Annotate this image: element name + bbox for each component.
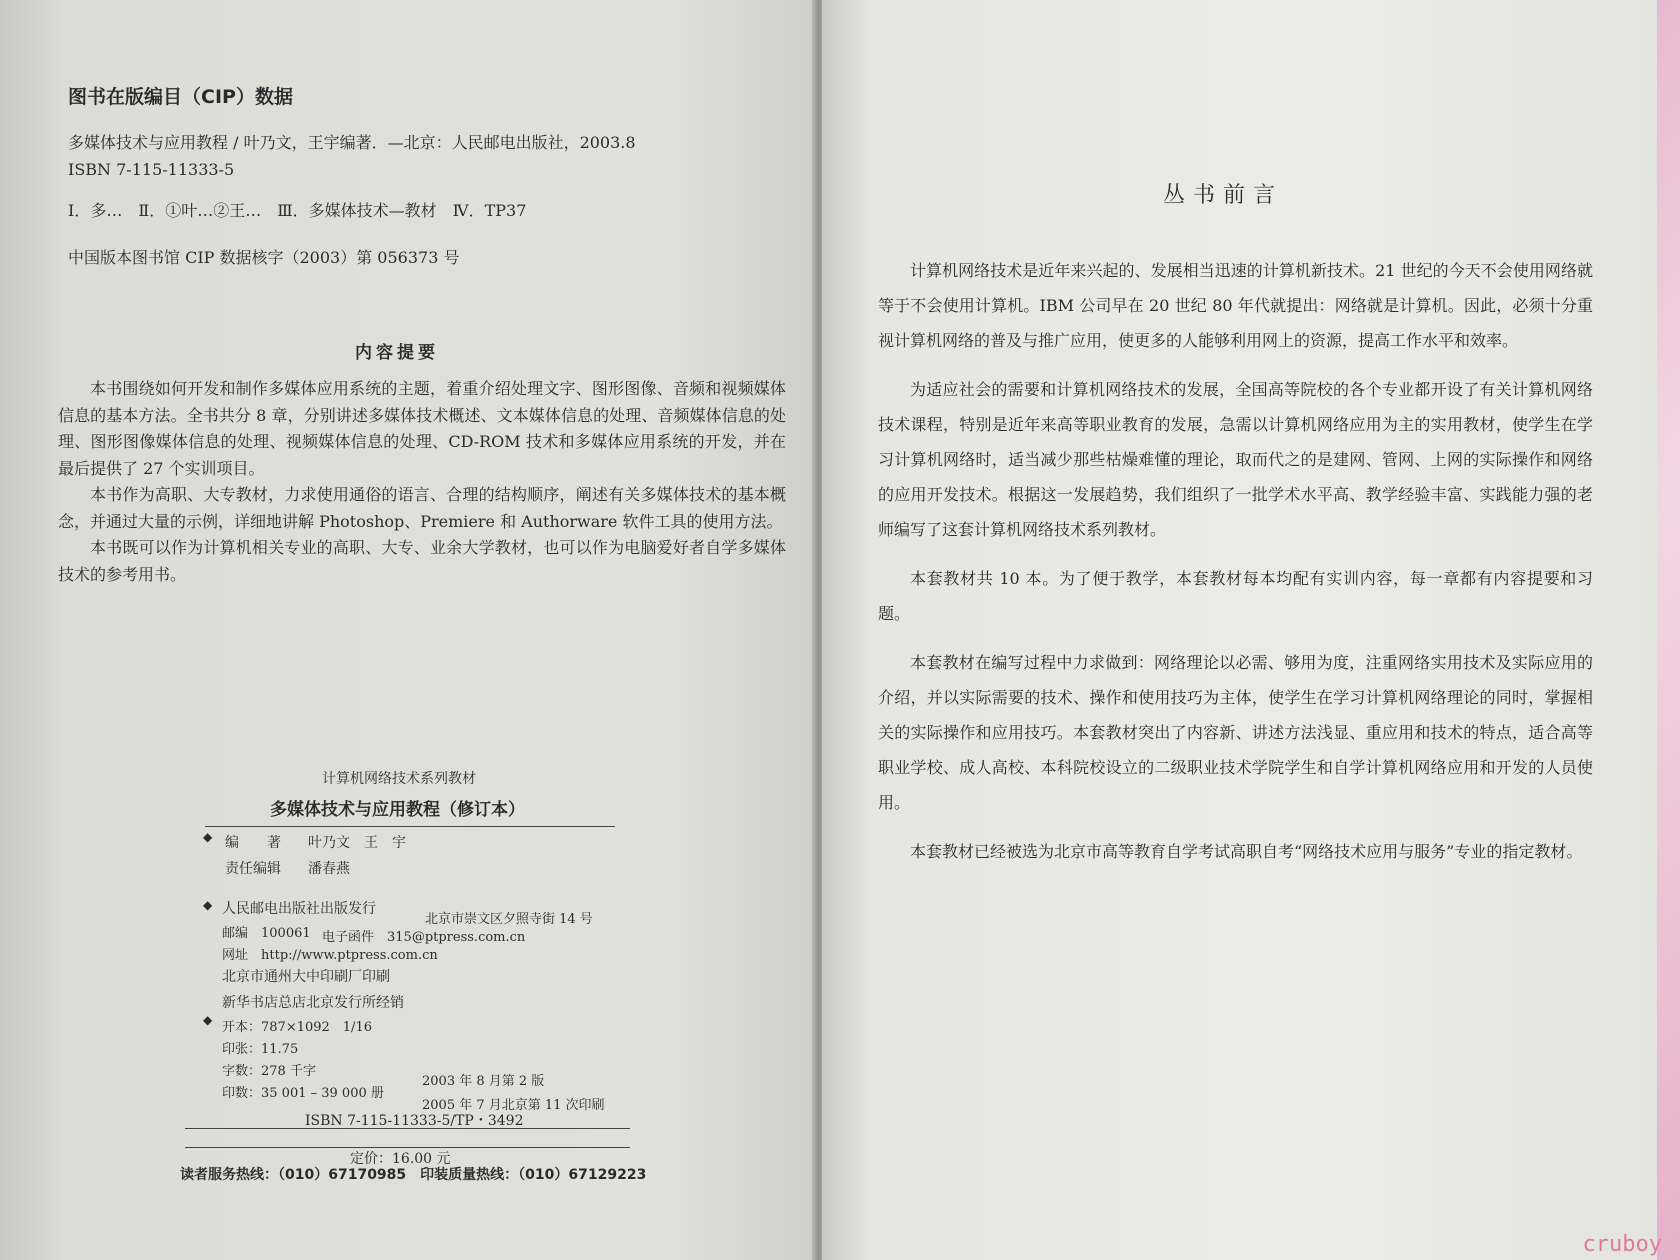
colophon-words: 字数：278 千字 (222, 1064, 316, 1079)
cip-line-4: 中国版本图书馆 CIP 数据核字（2003）第 056373 号 (68, 248, 460, 267)
left-page (0, 0, 820, 1260)
colophon-hotline: 读者服务热线：（010）67170985 印装质量热线：（010）67129223 (180, 1167, 647, 1183)
colophon-editor-label: 责任编辑 (225, 861, 281, 877)
colophon-printer: 北京市通州大中印刷厂印刷 (222, 969, 390, 985)
colophon-email: 电子函件 315@ptpress.com.cn (322, 930, 526, 945)
preface-paragraph: 本套教材共 10 本。为了便于教学，本套教材每本均配有实训内容，每一章都有内容提要和习题。 (878, 569, 1593, 623)
diamond-bullet-icon: ◆ (203, 1013, 213, 1027)
colophon-publisher: 人民邮电出版社出版发行 (222, 901, 376, 917)
summary-body (58, 376, 786, 588)
diamond-bullet-icon: ◆ (203, 830, 213, 844)
colophon-format: 开本：787×1092 1/16 (222, 1020, 372, 1035)
colophon-authors: 叶乃文 王 宇 (308, 835, 406, 851)
colophon-sheets: 印张：11.75 (222, 1042, 299, 1057)
summary-title: 内容提要 (355, 343, 439, 363)
preface-body (878, 253, 1593, 883)
preface-paragraph: 计算机网络技术是近年来兴起的、发展相当迅速的计算机新技术。21 世纪的今天不会使用网络就等于不会使用计算机。IBM 公司早在 20 世纪 80 年代就提出：网络就是计算机。因此，必须十分重视计算机网络的普及与推广应用，使更多的人能够利用网上的资源，提高工作水平和效率。 (878, 261, 1593, 350)
colophon-postcode: 邮编 100061 (222, 926, 311, 941)
preface-paragraph: 本套教材已经被选为北京市高等教育自学考试高职自考“网络技术应用与服务”专业的指定教材。 (910, 842, 1583, 861)
cip-line-2: ISBN 7-115-11333-5 (68, 160, 235, 179)
colophon-print-date: 2005 年 7 月北京第 11 次印刷 (422, 1098, 605, 1113)
preface-paragraph: 为适应社会的需要和计算机网络技术的发展，全国高等院校的各个专业都开设了有关计算机网络技术课程，特别是近年来高等职业教育的发展，急需以计算机网络应用为主的实用教材，使学生在学习计算机网络时，适当减少那些枯燥难懂的理论，取而代之的是建网、管网、上网的实际操作和网络的应用开发技术。根据这一发展趋势，我们组织了一批学术水平高、教学经验丰富、实践能力强的老师编写了这套计算机网络技术系列教材。 (878, 380, 1593, 539)
colophon-edition: 2003 年 8 月第 2 版 (422, 1074, 545, 1089)
diamond-bullet-icon: ◆ (203, 898, 213, 912)
summary-paragraph: 本书既可以作为计算机相关专业的高职、大专、业余大学教材，也可以作为电脑爱好者自学多媒体技术的参考用书。 (58, 538, 786, 584)
watermark-text: cruboy (1582, 1232, 1662, 1257)
colophon-series: 计算机网络技术系列教材 (322, 771, 476, 787)
colophon-address: 北京市崇文区夕照寺街 14 号 (425, 912, 593, 927)
colophon-divider (205, 826, 615, 827)
cip-line-1: 多媒体技术与应用教程 / 叶乃文，王宇编著．—北京：人民邮电出版社，2003.8 (68, 133, 636, 152)
colophon-editor: 潘春燕 (308, 861, 350, 877)
colophon-author-label: 编 著 (225, 835, 281, 851)
summary-paragraph: 本书围绕如何开发和制作多媒体应用系统的主题，着重介绍处理文字、图形图像、音频和视频媒体信息的基本方法。全书共分 8 章，分别讲述多媒体技术概述、文本媒体信息的处理、音频媒体信息的处理、图形图像媒体信息的处理、视频媒体信息的处理、CD-ROM 技术和多媒体应用系统的开发，并在最后提供了 27 个实训项目。 (58, 379, 786, 478)
cip-line-3: Ⅰ．多… Ⅱ．①叶…②王… Ⅲ．多媒体技术—教材 Ⅳ．TP37 (68, 201, 527, 220)
colophon-distributor: 新华书店总店北京发行所经销 (222, 995, 404, 1011)
right-page (822, 0, 1657, 1260)
colophon-website: 网址 http://www.ptpress.com.cn (222, 948, 438, 963)
preface-title: 丛书前言 (1163, 183, 1284, 208)
summary-paragraph: 本书作为高职、大专教材，力求使用通俗的语言、合理的结构顺序，阐述有关多媒体技术的基本概念，并通过大量的示例，详细地讲解 Photoshop、Premiere 和 Authorware 软件工具的使用方法。 (58, 485, 786, 531)
colophon-isbn: ISBN 7-115-11333-5/TP・3492 (305, 1113, 524, 1129)
colophon-print-count: 印数：35 001 – 39 000 册 (222, 1086, 384, 1101)
colophon-book-title: 多媒体技术与应用教程（修订本） (270, 800, 525, 820)
preface-paragraph: 本套教材在编写过程中力求做到：网络理论以必需、够用为度，注重网络实用技术及实际应用的介绍，并以实际需要的技术、操作和使用技巧为主体，使学生在学习计算机网络理论的同时，掌握相关的实际操作和应用技巧。本套教材突出了内容新、讲述方法浅显、重应用和技术的特点，适合高等职业学校、成人高校、本科院校设立的二级职业技术学院学生和自学计算机网络应用和开发的人员使用。 (878, 653, 1593, 812)
cip-title: 图书在版编目（CIP）数据 (68, 86, 293, 108)
colophon-price: 定价：16.00 元 (350, 1151, 451, 1167)
